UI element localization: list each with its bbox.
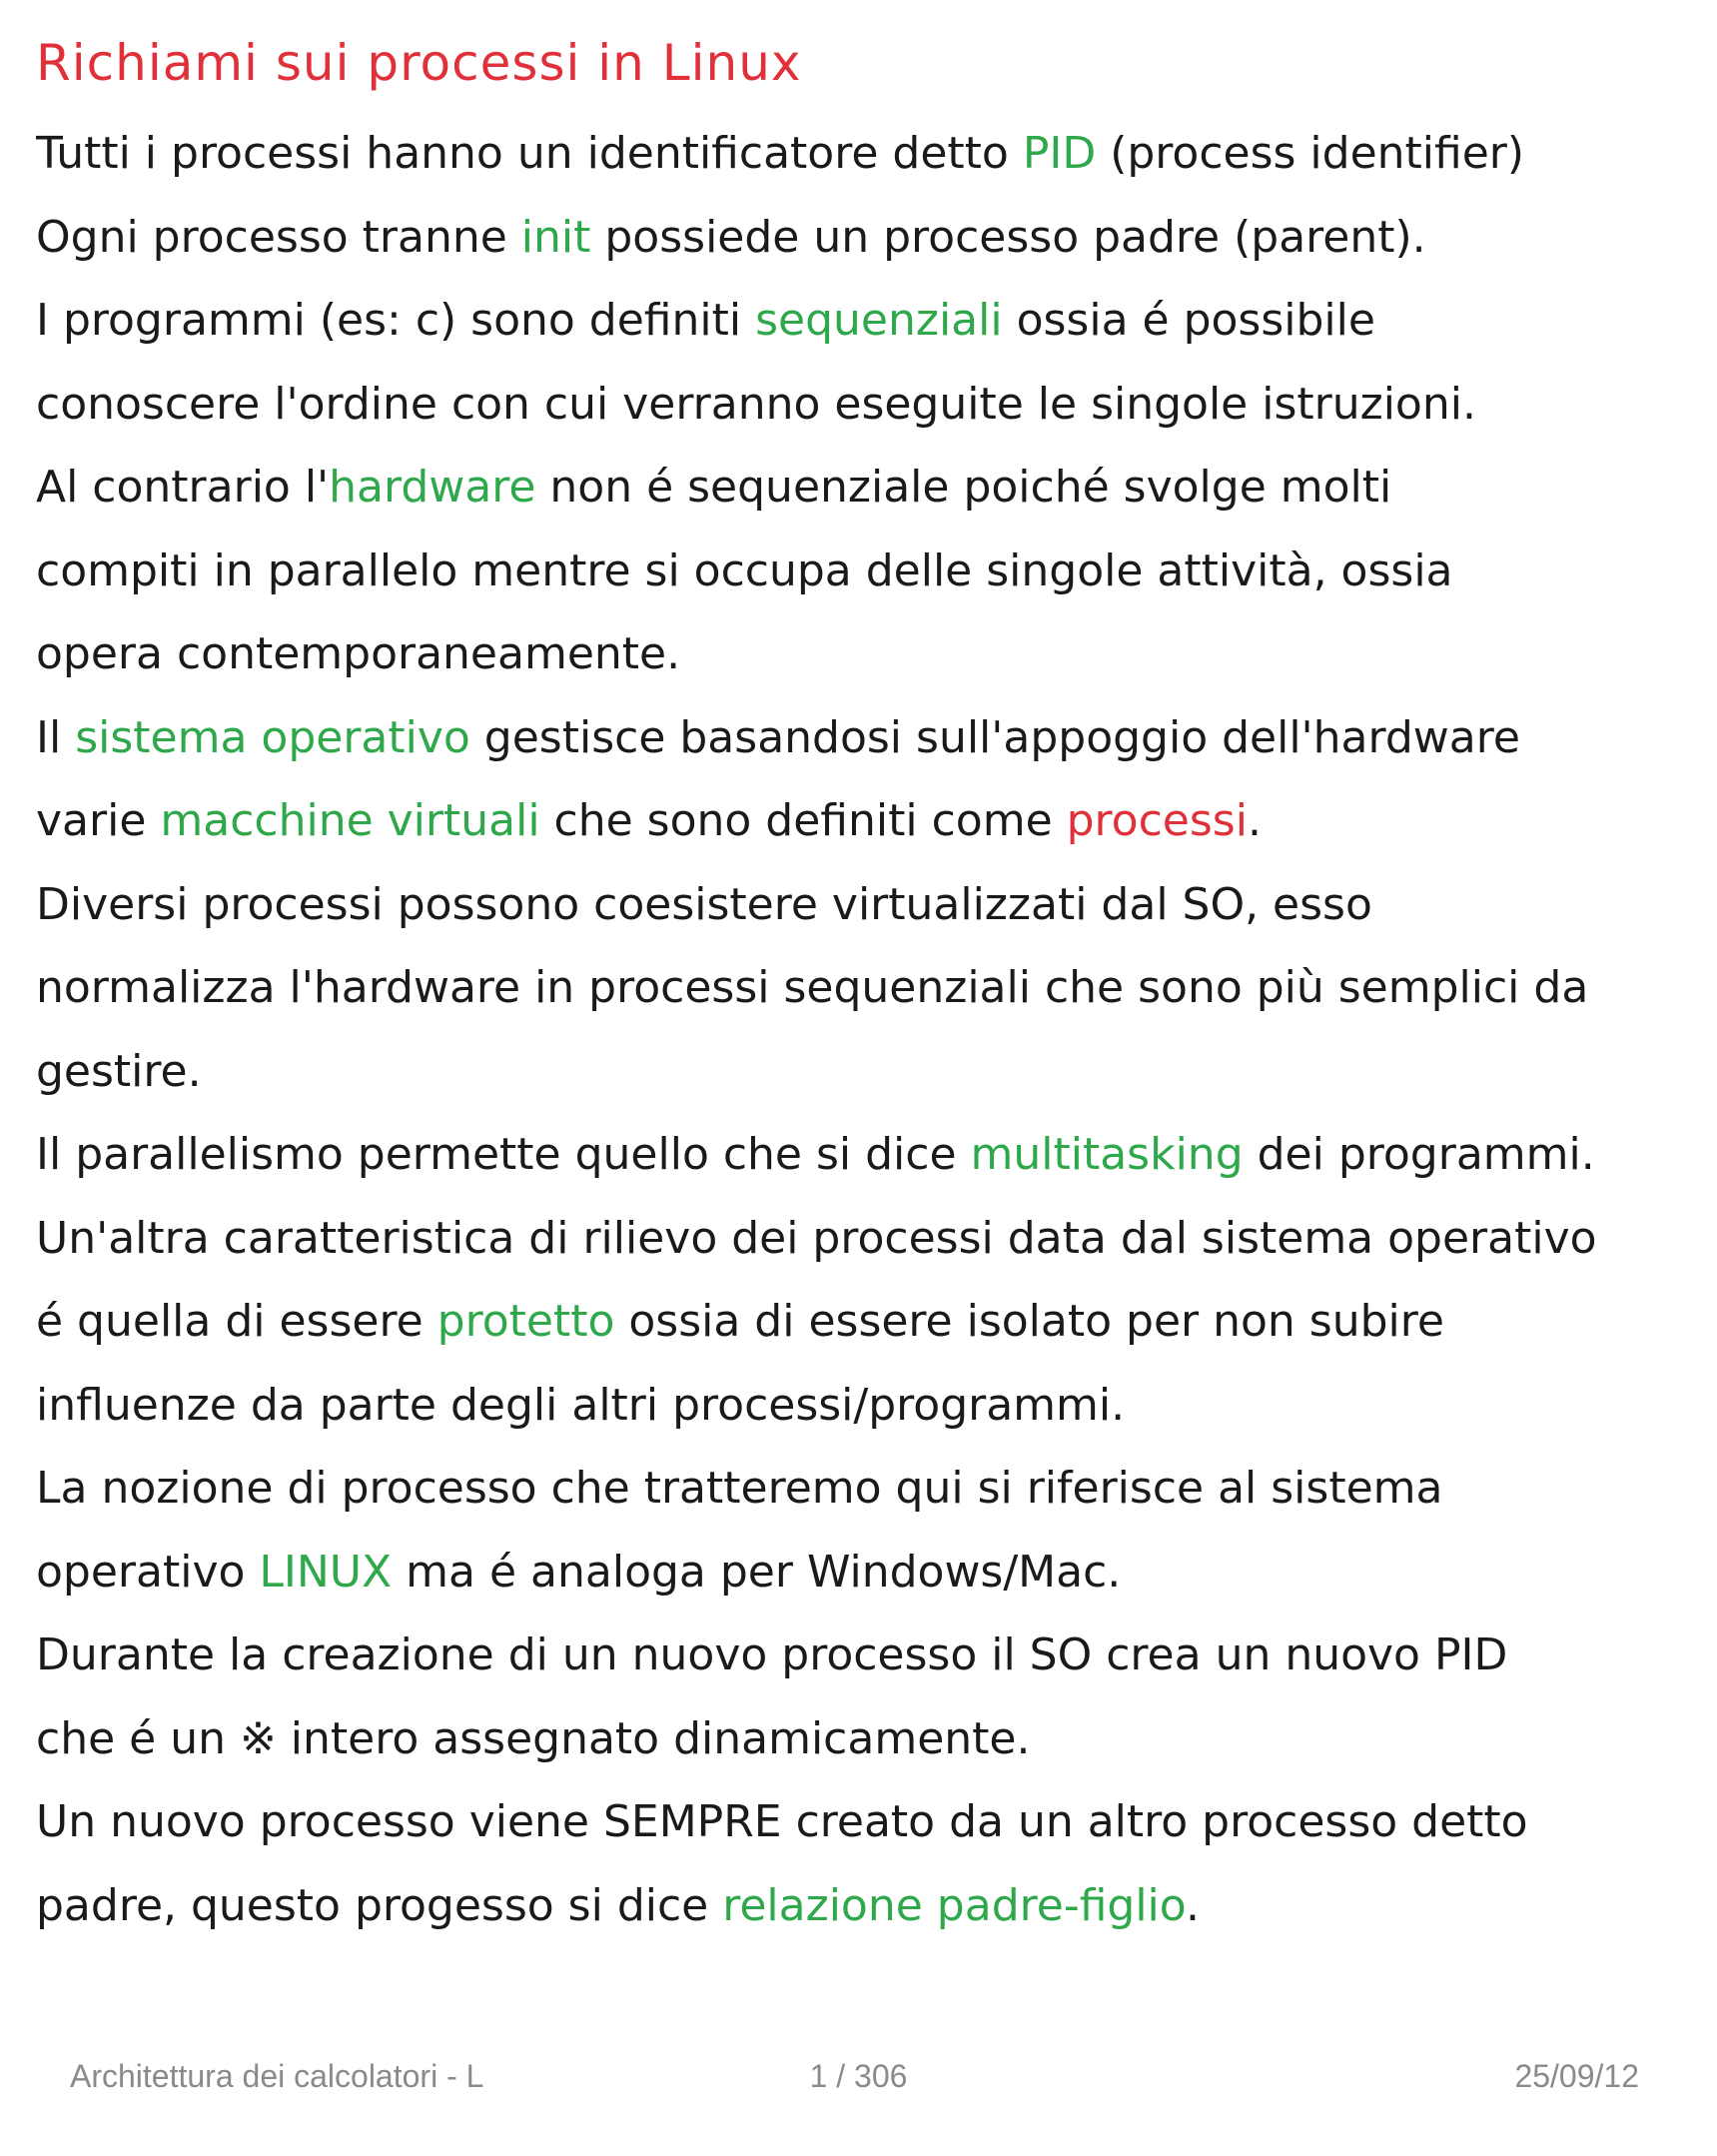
note-text: non é sequenziale poiché svolge molti	[535, 462, 1392, 513]
note-text: varie	[36, 795, 161, 846]
note-line	[36, 696, 1694, 780]
note-text: che é un ※ intero assegnato dinamicamente.	[36, 1712, 1031, 1764]
footer-page-number: 1 / 306	[809, 2058, 908, 2094]
note-line	[36, 1697, 1694, 1781]
note-line	[36, 612, 1694, 696]
note-text: gestisce basandosi sull'appoggio dell'hardware	[469, 711, 1520, 763]
note-line	[36, 530, 1694, 613]
note-text: padre, questo progesso si dice	[36, 1879, 723, 1931]
note-text: Al contrario l'	[36, 462, 330, 513]
note-text: che sono definiti come	[539, 795, 1067, 846]
note-text: Il	[36, 711, 76, 763]
note-text: operativo	[36, 1546, 260, 1598]
note-text: gestire.	[36, 1045, 202, 1097]
note-line	[36, 1280, 1694, 1364]
note-text: ossia di essere isolato per non subire	[614, 1296, 1444, 1347]
note-line	[36, 1364, 1694, 1448]
highlighted-term: init	[520, 211, 591, 263]
note-line	[36, 112, 1694, 196]
note-text: opera contemporaneamente.	[36, 628, 681, 679]
highlighted-term: macchine virtuali	[160, 795, 540, 846]
note-line	[36, 279, 1694, 363]
note-line	[36, 1197, 1694, 1281]
note-line	[36, 946, 1694, 1030]
note-line	[36, 1614, 1694, 1697]
note-text: .	[1247, 795, 1262, 846]
page-title: Richiami sui processi in Linux	[36, 34, 802, 92]
note-text: Un nuovo processo viene SEMPRE creato da un altro processo detto	[36, 1796, 1528, 1847]
page-footer	[0, 2058, 1717, 2102]
note-line	[36, 196, 1694, 280]
note-text: influenze da parte degli altri processi/programmi.	[36, 1379, 1126, 1431]
note-text: dei programmi.	[1243, 1129, 1595, 1180]
note-text: possiede un processo padre (parent).	[590, 211, 1426, 263]
footer-course-name: Architettura dei calcolatori - L	[70, 2058, 484, 2094]
handwritten-notes	[36, 112, 1694, 1947]
note-text: .	[1185, 1879, 1200, 1931]
note-text: normalizza l'hardware in processi sequenziali che sono più semplici da	[36, 962, 1589, 1013]
note-text: compiti in parallelo mentre si occupa delle singole attività, ossia	[36, 544, 1453, 596]
note-text: é quella di essere	[36, 1296, 437, 1347]
highlighted-term: PID	[1022, 128, 1097, 179]
note-text: conoscere l'ordine con cui verranno eseguite le singole istruzioni.	[36, 378, 1476, 430]
highlighted-term: relazione padre-figlio	[722, 1879, 1186, 1931]
note-line	[36, 1030, 1694, 1114]
note-text: Il parallelismo permette quello che si dice	[36, 1129, 971, 1180]
note-text: Un'altra caratteristica di rilievo dei processi data dal sistema operativo	[36, 1212, 1597, 1264]
highlighted-term: sistema operativo	[75, 711, 470, 763]
note-text: ossia é possibile	[1002, 295, 1375, 346]
footer-date: 25/09/12	[1514, 2058, 1639, 2094]
note-text: I programmi (es: c) sono definiti	[36, 295, 756, 346]
note-line	[36, 1447, 1694, 1531]
note-text: Diversi processi possono coesistere virtualizzati dal SO, esso	[36, 878, 1372, 930]
note-line	[36, 1531, 1694, 1615]
note-text: La nozione di processo che tratteremo qui si riferisce al sistema	[36, 1463, 1443, 1514]
note-line	[36, 363, 1694, 447]
note-text: Ogni processo tranne	[36, 211, 521, 263]
note-text: Tutti i processi hanno un identificatore detto	[36, 128, 1023, 179]
note-text: Durante la creazione di un nuovo processo il SO crea un nuovo PID	[36, 1629, 1508, 1680]
highlighted-term: sequenziali	[755, 295, 1003, 346]
note-line	[36, 863, 1694, 947]
note-line	[36, 1780, 1694, 1864]
note-line	[36, 446, 1694, 530]
highlighted-term: protetto	[436, 1296, 615, 1347]
note-line	[36, 1864, 1694, 1948]
note-text: ma é analoga per Windows/Mac.	[392, 1546, 1122, 1598]
highlighted-term: multitasking	[970, 1129, 1244, 1180]
highlighted-term: hardware	[329, 462, 536, 513]
highlighted-term: LINUX	[259, 1546, 393, 1598]
note-line	[36, 1113, 1694, 1197]
note-line	[36, 779, 1694, 863]
key-term: processi	[1066, 795, 1248, 846]
note-text: (process identifier)	[1096, 128, 1525, 179]
